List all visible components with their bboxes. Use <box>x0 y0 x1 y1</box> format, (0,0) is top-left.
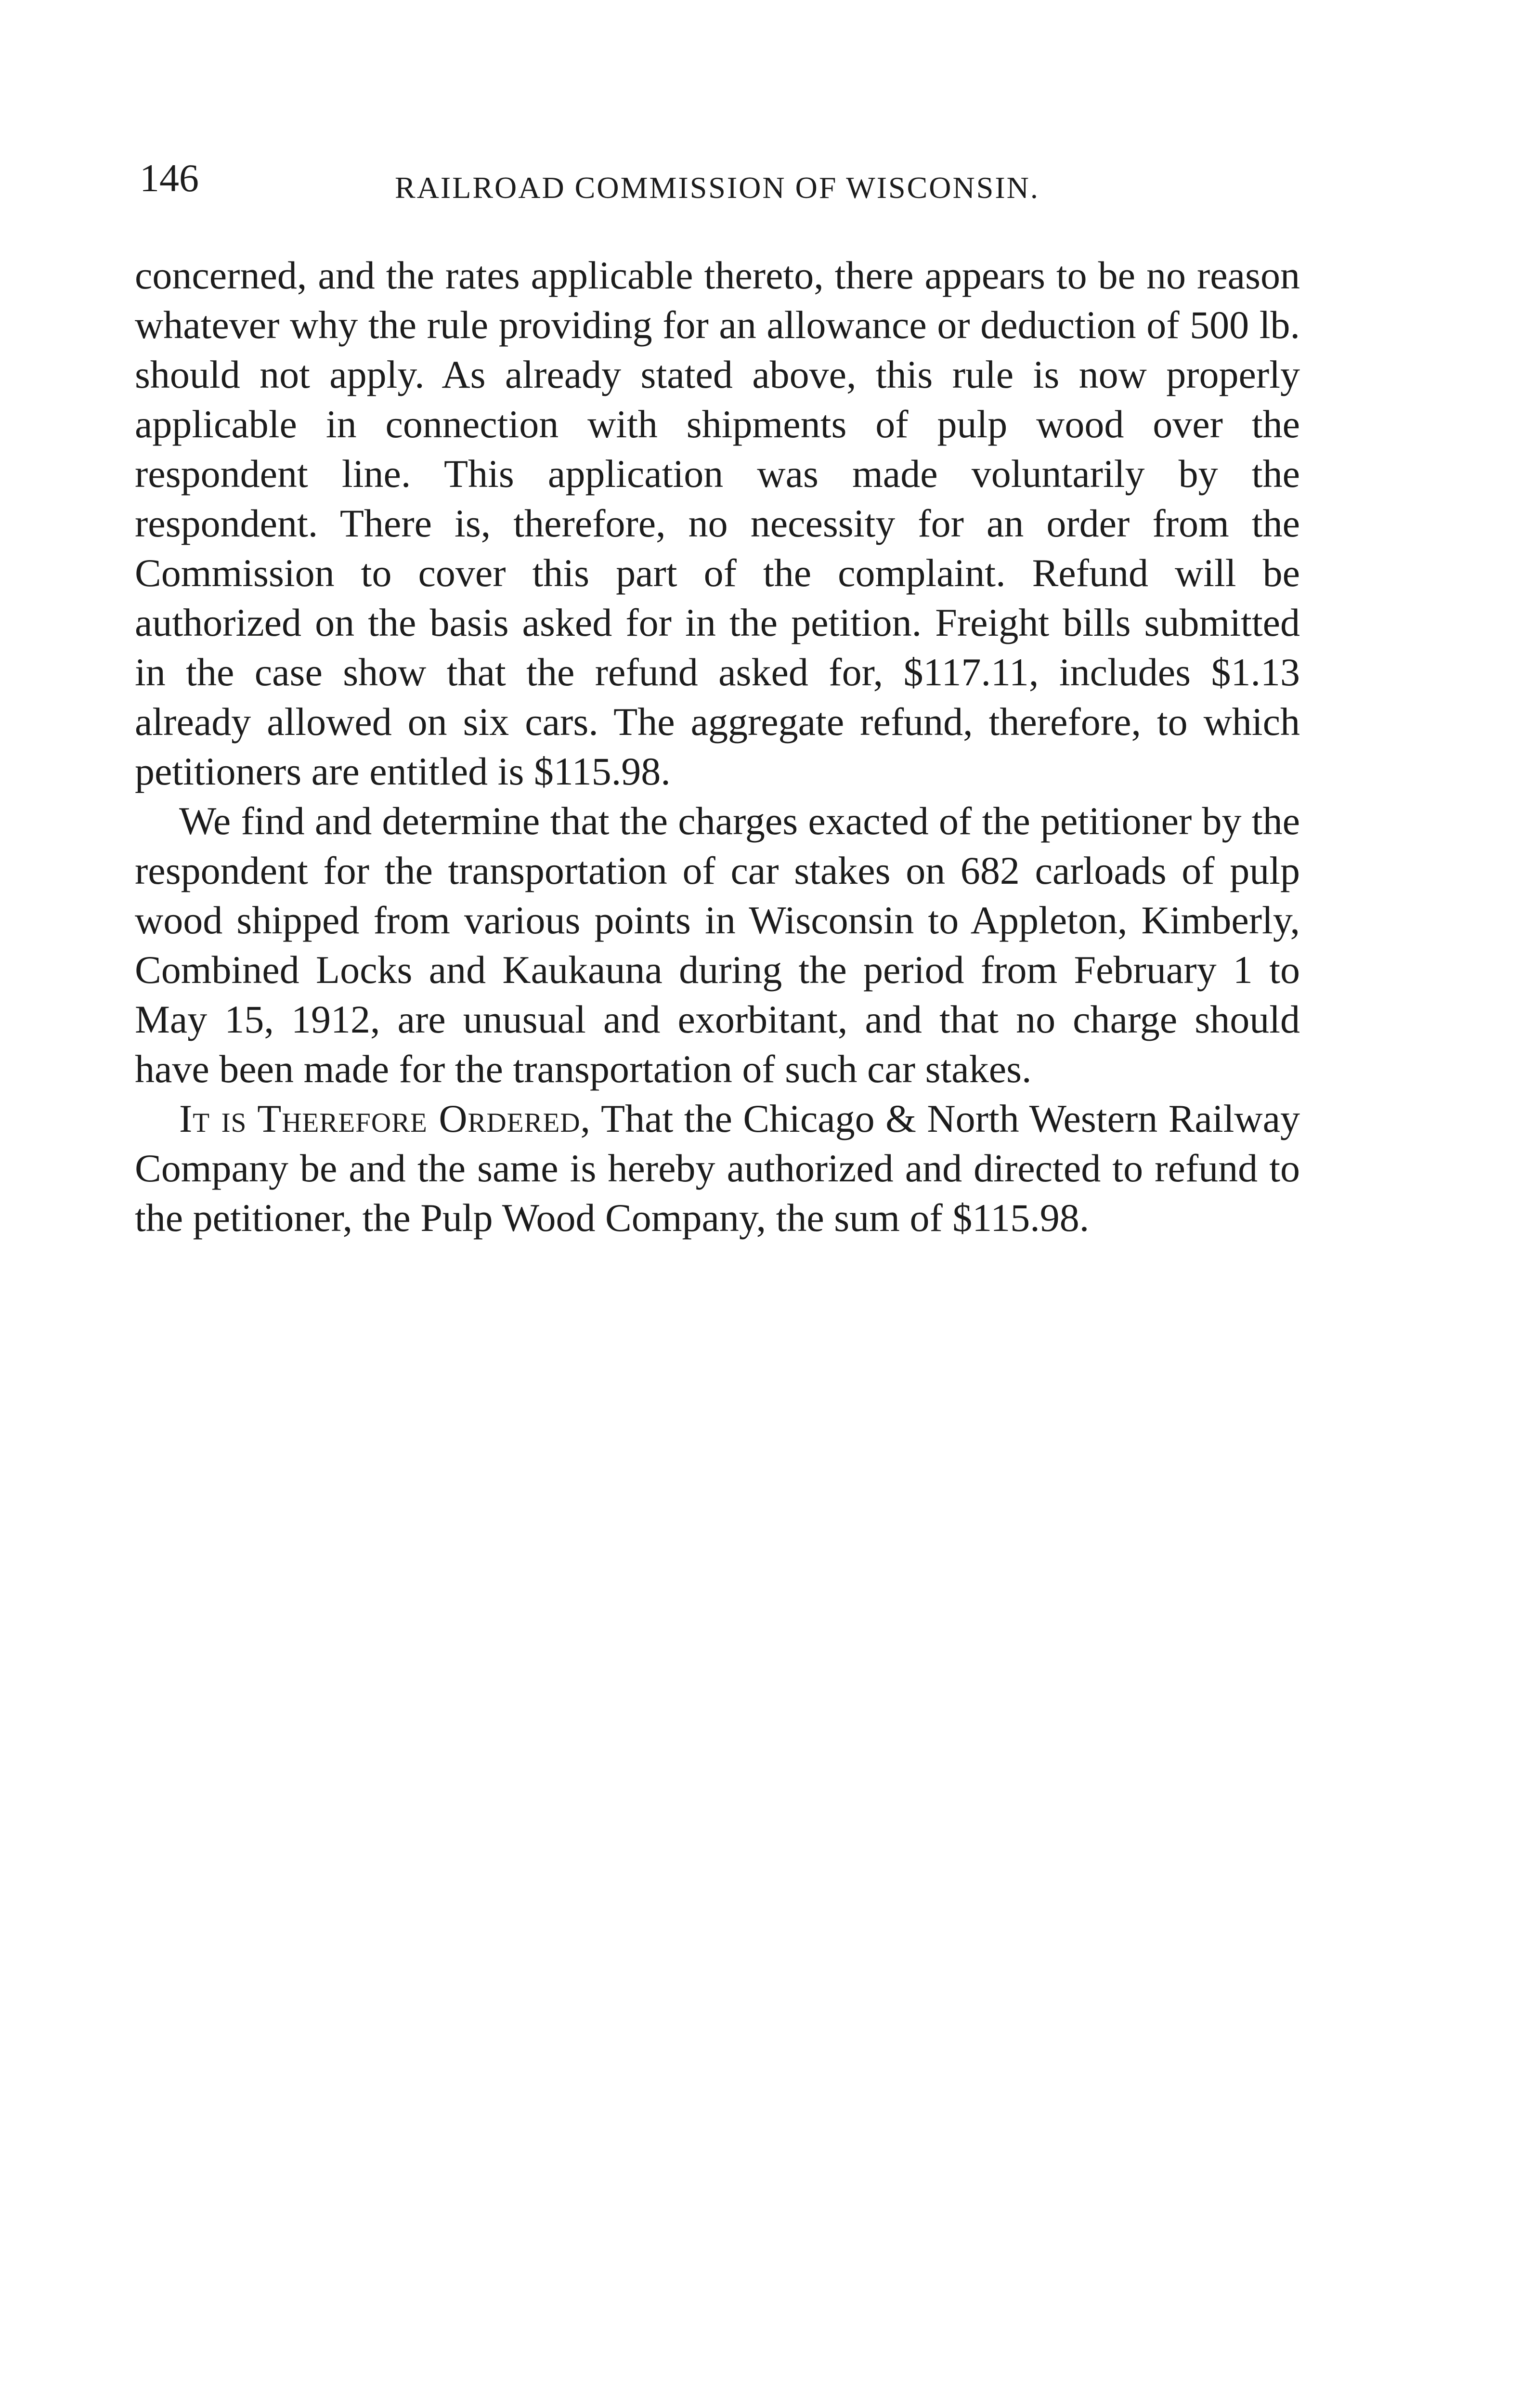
order-text: That the Chicago & North Western Railway Company be and the same is hereby authorized and directed to refund to the petitioner, the Pulp Wood Company, the sum of $115.98. <box>135 1097 1300 1240</box>
paragraph-1: concerned, and the rates applicable thereto, there appears to be no reason whatever why the rule providing for an allowance or deduction of 500 lb. should not apply. As already stated above, this rule is now properly applicable in connection with shipments of pulp wood over the respondent line. This application was made voluntarily by the respondent. There is, therefore, no necessity for an order from the Commission to cover this part of the complaint. Refund will be authorized on the basis asked for in the petition. Freight bills submitted in the case show that the refund asked for, $117.11, includes $1.13 already allowed on six cars. The aggregate refund, therefore, to which petitioners are entitled is $115.98. <box>135 253 1300 793</box>
order-lead: It is Therefore Ordered, <box>179 1097 591 1140</box>
page-number: 146 <box>140 156 199 200</box>
page-header <box>140 144 1295 212</box>
running-head: RAILROAD COMMISSION OF WISCONSIN. <box>395 170 1039 205</box>
paragraph-3 <box>135 1094 1300 1243</box>
paragraph-2: We find and determine that the charges exacted of the petitioner by the respondent for the transportation of car stakes on 682 carloads of pulp wood shipped from various points in Wisconsin to Appleton, Kimberly, Combined Locks and Kaukauna during the period from February 1 to May 15, 1912, are unusual and exorbitant, and that no charge should have been made for the transportation of such car stakes. <box>135 799 1300 1091</box>
body-text <box>135 250 1300 1243</box>
